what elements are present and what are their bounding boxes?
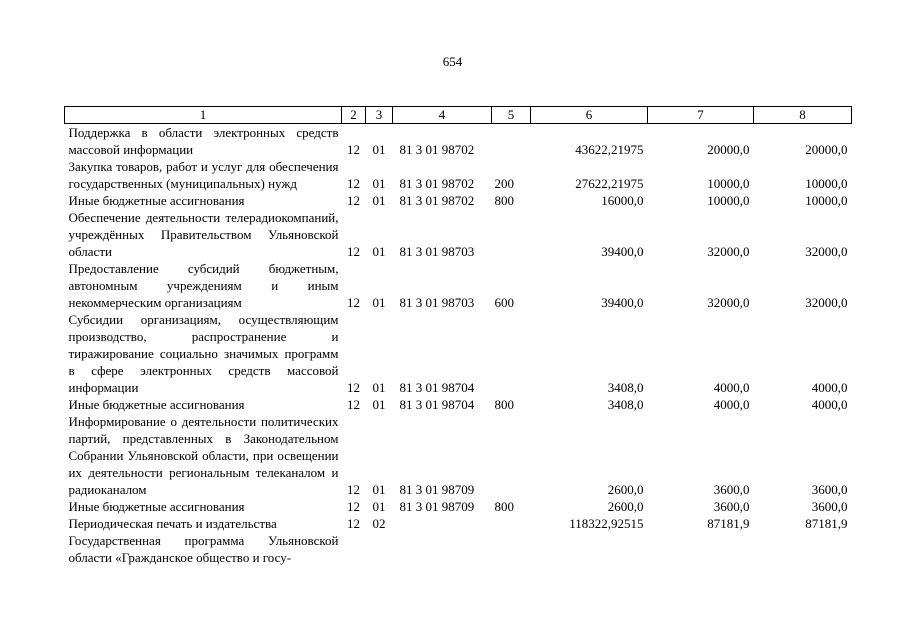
row-target-article: 81 3 01 98703 <box>399 295 475 310</box>
row-value-7: 32000,0 <box>707 244 750 259</box>
row-subsection: 01 <box>372 295 386 310</box>
table-row <box>65 498 852 515</box>
header-col-3: 3 <box>366 107 393 124</box>
row-value-6: 43622,21975 <box>575 142 644 157</box>
header-col-5: 5 <box>492 107 531 124</box>
row-target-article <box>393 515 492 532</box>
table-row <box>65 515 852 532</box>
row-subsection: 02 <box>372 516 386 531</box>
row-value-6: 3408,0 <box>607 380 644 395</box>
table-row <box>65 209 852 260</box>
row-value-8: 4000,0 <box>811 397 848 412</box>
row-expense-type <box>492 413 531 498</box>
row-value-6 <box>531 532 648 566</box>
row-subsection: 01 <box>372 482 386 497</box>
header-col-7: 7 <box>648 107 754 124</box>
row-target-article: 81 3 01 98704 <box>399 380 475 395</box>
row-target-article: 81 3 01 98709 <box>399 482 475 497</box>
row-value-7: 3600,0 <box>713 499 750 514</box>
row-value-7: 4000,0 <box>713 397 750 412</box>
row-target-article: 81 3 01 98709 <box>399 499 475 514</box>
row-value-8: 32000,0 <box>805 295 848 310</box>
row-value-7: 32000,0 <box>707 295 750 310</box>
table-row <box>65 311 852 396</box>
row-section: 12 <box>347 482 360 497</box>
row-value-6: 2600,0 <box>607 482 644 497</box>
row-value-8: 32000,0 <box>805 244 848 259</box>
row-target-article: 81 3 01 98702 <box>399 176 475 191</box>
row-subsection: 01 <box>372 380 386 395</box>
row-section: 12 <box>347 499 360 514</box>
header-row <box>65 107 852 124</box>
row-value-8: 10000,0 <box>805 193 848 208</box>
header-col-1: 1 <box>65 107 342 124</box>
row-expense-type <box>492 124 531 159</box>
header-col-8: 8 <box>754 107 852 124</box>
table-row <box>65 396 852 413</box>
row-expense-type <box>492 515 531 532</box>
row-subsection <box>366 532 393 566</box>
header-col-6: 6 <box>531 107 648 124</box>
header-col-4: 4 <box>393 107 492 124</box>
row-subsection: 01 <box>372 176 386 191</box>
row-name: Государственная программа Ульяновской области «Гражданское общество и госу- <box>68 533 339 565</box>
row-section: 12 <box>347 380 360 395</box>
row-subsection: 01 <box>372 193 386 208</box>
row-value-8: 10000,0 <box>805 176 848 191</box>
row-value-8: 3600,0 <box>811 482 848 497</box>
row-value-6: 2600,0 <box>607 499 644 514</box>
row-value-6: 39400,0 <box>601 244 644 259</box>
row-target-article: 81 3 01 98702 <box>399 142 475 157</box>
row-value-8 <box>754 532 852 566</box>
row-value-8: 20000,0 <box>805 142 848 157</box>
row-target-article: 81 3 01 98702 <box>399 193 475 208</box>
row-section: 12 <box>347 516 360 531</box>
table-row <box>65 124 852 159</box>
row-value-7: 20000,0 <box>707 142 750 157</box>
row-value-8: 3600,0 <box>811 499 848 514</box>
row-name: Иные бюджетные ассигнования <box>68 499 245 514</box>
row-name: Иные бюджетные ассигнования <box>68 193 245 208</box>
row-target-article: 81 3 01 98704 <box>399 397 475 412</box>
table-row <box>65 532 852 566</box>
row-value-7: 3600,0 <box>713 482 750 497</box>
row-subsection: 01 <box>372 397 386 412</box>
row-section: 12 <box>347 295 360 310</box>
row-value-6: 3408,0 <box>607 397 644 412</box>
row-subsection: 01 <box>372 244 386 259</box>
row-value-7: 10000,0 <box>707 176 750 191</box>
row-target-article <box>393 532 492 566</box>
table-row <box>65 192 852 209</box>
table-body <box>65 124 852 567</box>
row-expense-type: 800 <box>494 397 514 412</box>
row-section: 12 <box>347 176 360 191</box>
row-name: Иные бюджетные ассигнования <box>68 397 245 412</box>
row-name: Обеспечение деятельности телерадиокомпаний, учреждённых Правительством Ульяновской области <box>68 210 339 259</box>
row-expense-type <box>492 311 531 396</box>
row-section: 12 <box>347 142 360 157</box>
row-value-6: 39400,0 <box>601 295 644 310</box>
row-value-7 <box>648 532 754 566</box>
row-name: Поддержка в области электронных средств массовой информации <box>68 125 339 157</box>
table-header <box>65 107 852 124</box>
row-value-7: 4000,0 <box>713 380 750 395</box>
row-section: 12 <box>347 193 360 208</box>
table-row <box>65 260 852 311</box>
row-subsection: 01 <box>372 499 386 514</box>
row-section: 12 <box>347 397 360 412</box>
row-target-article: 81 3 01 98703 <box>399 244 475 259</box>
table-row <box>65 413 852 498</box>
row-expense-type: 800 <box>494 193 514 208</box>
row-value-6: 27622,21975 <box>575 176 644 191</box>
row-expense-type <box>492 209 531 260</box>
row-value-6: 118322,92515 <box>569 516 644 531</box>
row-value-8: 87181,9 <box>805 516 848 531</box>
row-section: 12 <box>347 244 360 259</box>
row-name: Субсидии организациям, осуществляющим производство, распространение и тиражирование социально значимых программ в сфере электронных средств массовой информации <box>68 312 339 395</box>
row-name: Предоставление субсидий бюджетным, автономным учреждениям и иным некоммерческим организациям <box>68 261 339 310</box>
row-name: Закупка товаров, работ и услуг для обеспечения государственных (муниципальных) нужд <box>68 159 339 191</box>
row-subsection: 01 <box>372 142 386 157</box>
header-col-2: 2 <box>342 107 366 124</box>
row-expense-type: 600 <box>494 295 514 310</box>
row-value-7: 87181,9 <box>707 516 750 531</box>
budget-table <box>64 106 852 566</box>
row-value-8: 4000,0 <box>811 380 848 395</box>
row-section <box>342 532 366 566</box>
row-expense-type: 800 <box>494 499 514 514</box>
page-number: 654 <box>442 54 463 69</box>
table-row <box>65 158 852 192</box>
row-name: Периодическая печать и издательства <box>68 516 277 531</box>
row-value-7: 10000,0 <box>707 193 750 208</box>
row-name: Информирование о деятельности политических партий, представленных в Законодательном Собрании Ульяновской области, при освещении их деятельности региональным телеканалом и радиоканалом <box>68 414 339 497</box>
row-expense-type: 200 <box>494 176 514 191</box>
row-expense-type <box>492 532 531 566</box>
row-value-6: 16000,0 <box>601 193 644 208</box>
